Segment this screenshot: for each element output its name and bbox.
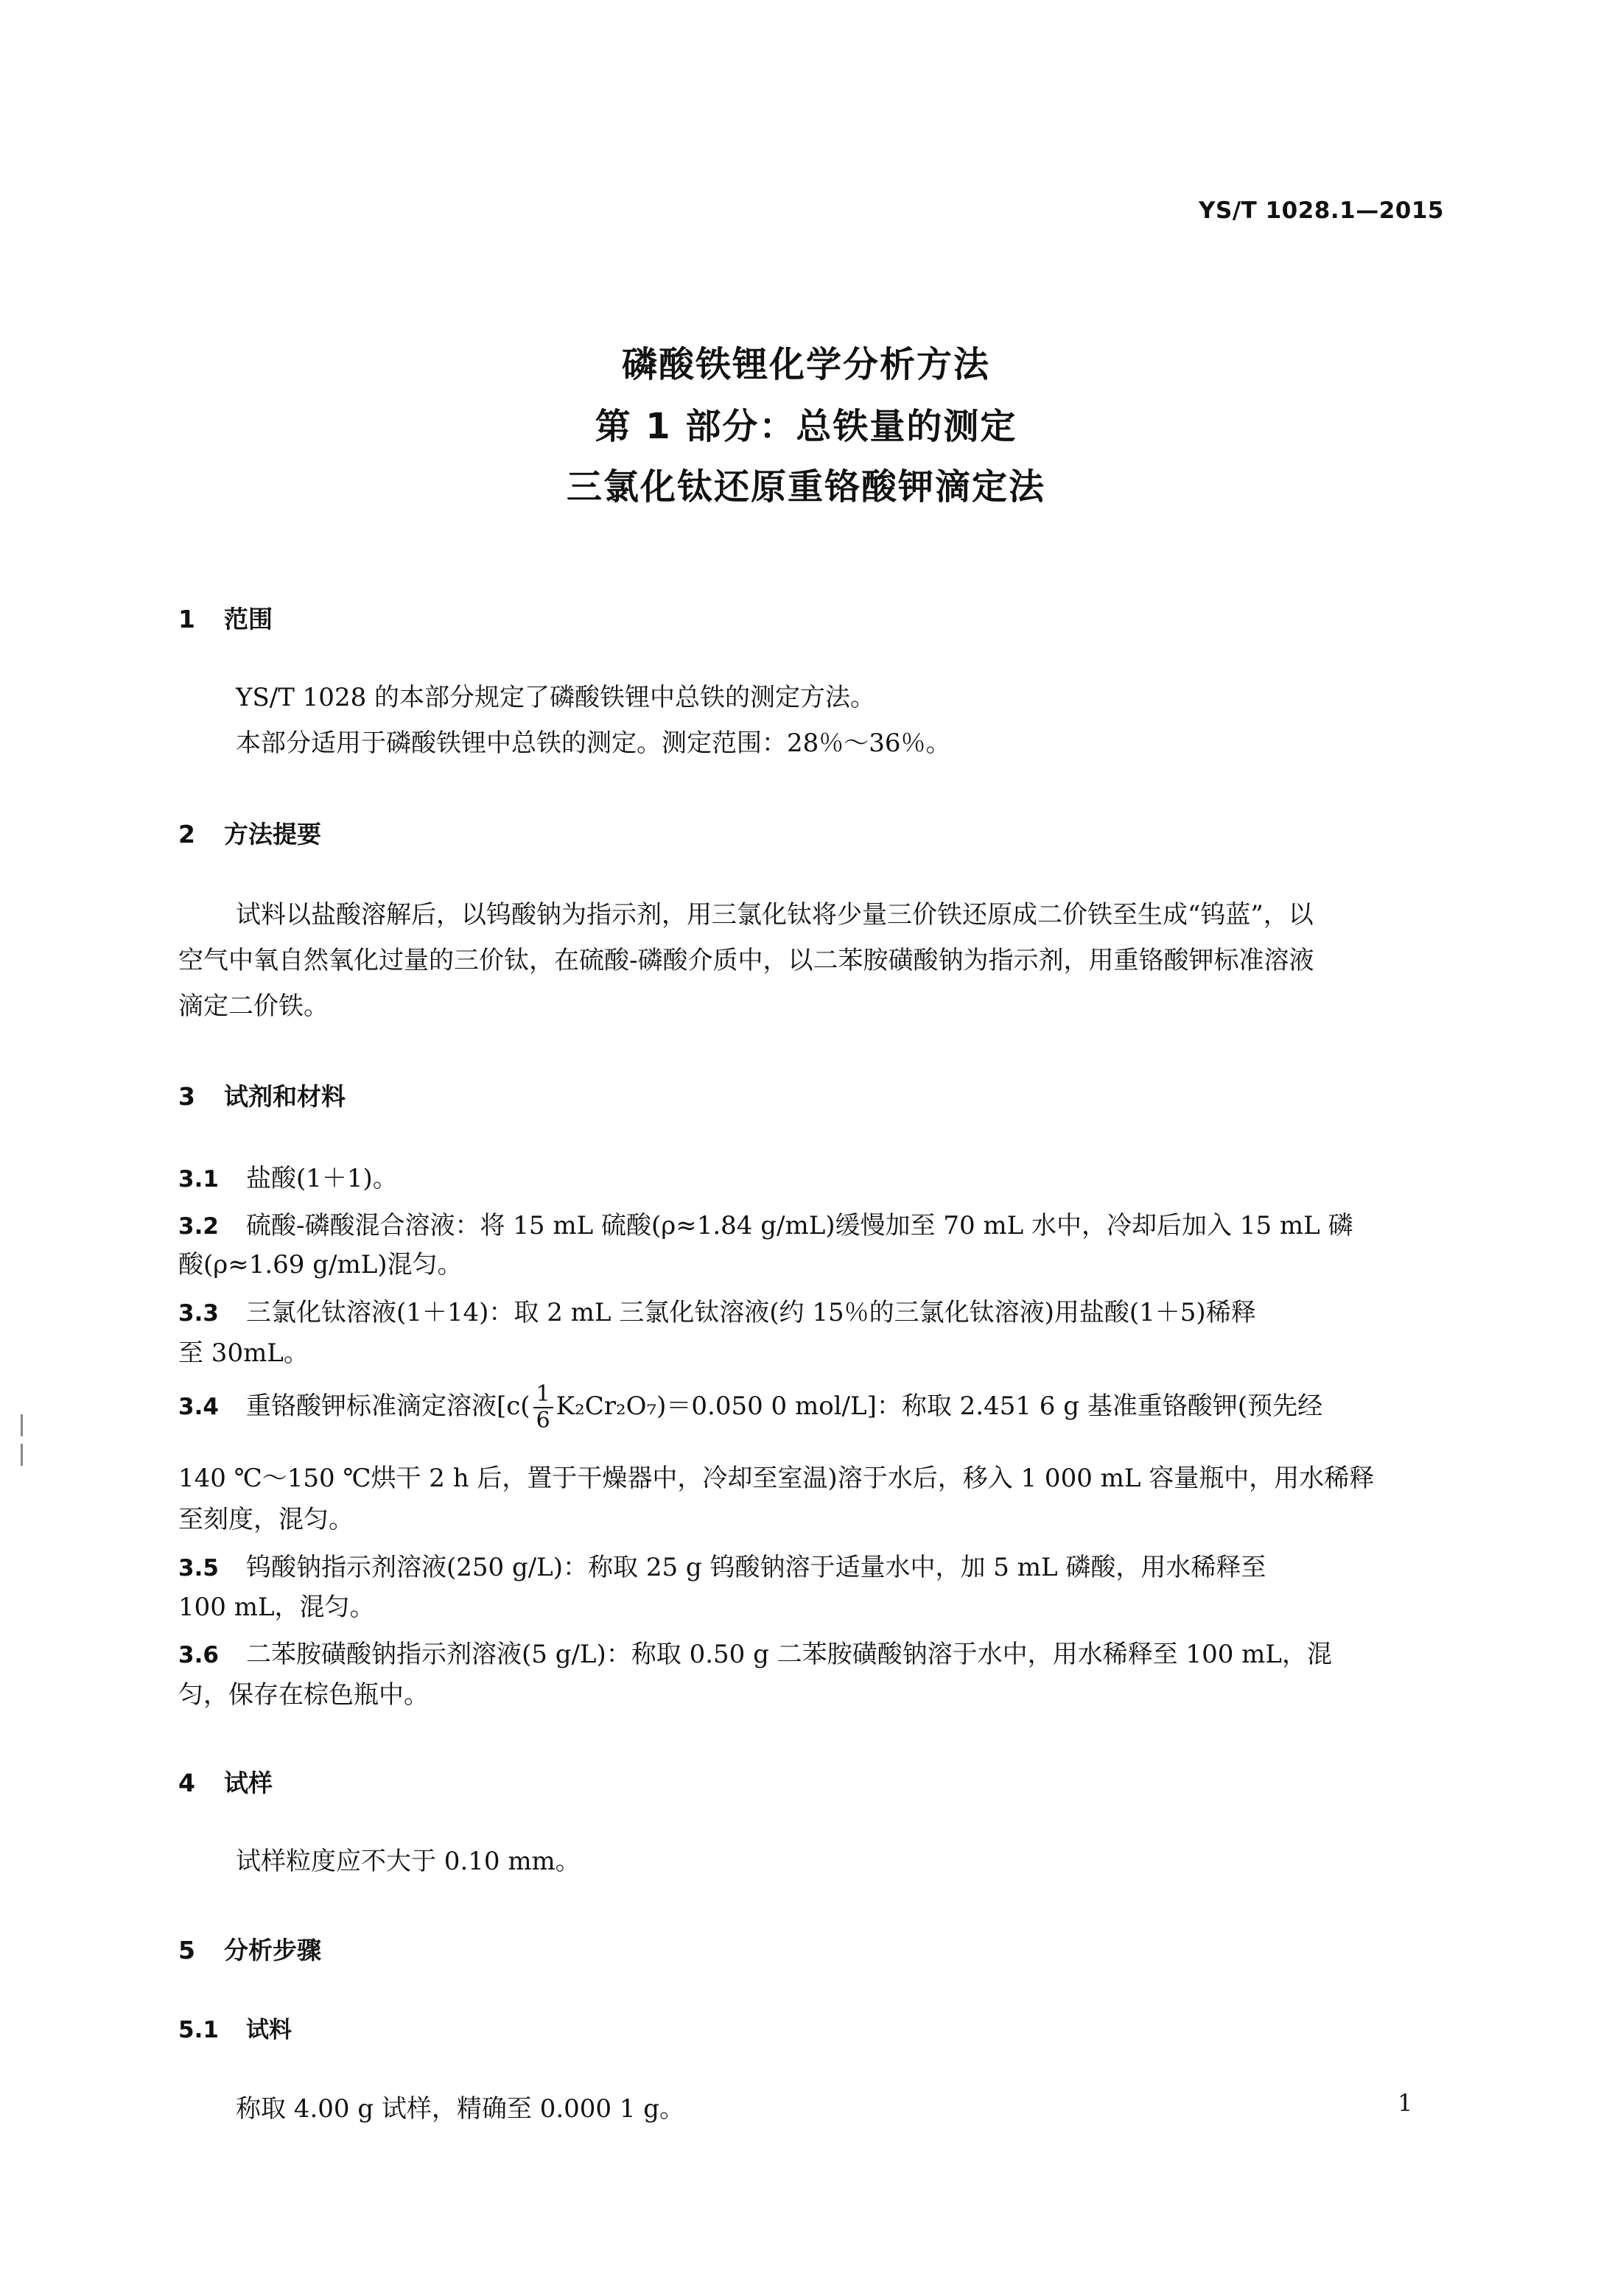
clause-text: 二苯胺磺酸钠指示剂溶液(5 g/L)：称取 0.50 g 二苯胺磺酸钠溶于水中，用水稀释至 100 mL，混: [246, 1640, 1332, 1669]
paragraph: YS/T 1028 的本部分规定了磷酸铁锂中总铁的测定方法。: [236, 683, 876, 712]
document-title-line2: 第 1 部分：总铁量的测定: [595, 406, 1017, 447]
section-heading-5: [178, 1931, 321, 1966]
clause-3-5: [178, 1547, 1266, 1583]
subsection-title: 试料: [246, 2017, 292, 2043]
clause-number: 3.5: [178, 1555, 219, 1581]
section-title: 分析步骤: [224, 1936, 321, 1965]
clause-continuation: 100 mL，混匀。: [178, 1593, 375, 1622]
section-heading-1: [178, 600, 273, 635]
paragraph-line: 空气中氧自然氧化过量的三价钛，在硫酸-磷酸介质中，以二苯胺磺酸钠为指示剂，用重铬酸钾标准溶液: [178, 946, 1314, 975]
clause-text: 盐酸(1＋1)。: [246, 1164, 398, 1193]
clause-3-1: [178, 1158, 398, 1194]
paragraph: 试样粒度应不大于 0.10 mm。: [236, 1847, 581, 1876]
paragraph: 本部分适用于磷酸铁锂中总铁的测定。测定范围：28％～36％。: [236, 729, 951, 758]
clause-3-2: [178, 1205, 1353, 1241]
scan-mark: [21, 1414, 23, 1436]
subsection-number: 5.1: [178, 2017, 219, 2043]
clause-text: 钨酸钠指示剂溶液(250 g/L)：称取 25 g 钨酸钠溶于适量水中，加 5 mL 磷酸，用水稀释至: [246, 1553, 1266, 1582]
clause-continuation: 酸(ρ≈1.69 g/mL)混匀。: [178, 1250, 463, 1279]
clause-text-post: )＝0.050 0 mol/L]：称取 2.451 6 g 基准重铬酸钾(预先经: [656, 1391, 1323, 1421]
section-number: 3: [178, 1082, 195, 1111]
document-title-line3: 三氯化钛还原重铬酸钾滴定法: [566, 466, 1045, 508]
page-number: 1: [1398, 2089, 1413, 2117]
clause-3-3: [178, 1292, 1256, 1328]
section-title: 方法提要: [224, 820, 321, 849]
clause-number: 3.6: [178, 1642, 219, 1668]
chemical-formula: K₂Cr₂O₇: [556, 1391, 657, 1421]
section-heading-2: [178, 815, 321, 850]
section-heading-4: [178, 1764, 273, 1799]
section-number: 5: [178, 1936, 195, 1965]
subsection-heading-5-1: [178, 2011, 292, 2044]
clause-number: 3.4: [178, 1394, 219, 1420]
section-number: 2: [178, 820, 195, 849]
section-title: 试剂和材料: [224, 1082, 346, 1111]
clause-number: 3.1: [178, 1166, 219, 1193]
document-title-line1: 磷酸铁锂化学分析方法: [621, 344, 990, 385]
clause-continuation: 至刻度，混匀。: [178, 1505, 354, 1534]
clause-continuation: 匀，保存在棕色瓶中。: [178, 1680, 429, 1710]
scan-mark: [21, 1444, 23, 1466]
paragraph: 称取 4.00 g 试样，精确至 0.000 1 g。: [236, 2094, 685, 2124]
clause-continuation: 140 ℃～150 ℃烘干 2 h 后，置于干燥器中，冷却至室温)溶于水后，移入 1 000 mL 容量瓶中，用水稀释: [178, 1464, 1375, 1493]
clause-text: 硫酸-磷酸混合溶液：将 15 mL 硫酸(ρ≈1.84 g/mL)缓慢加至 70 mL 水中，冷却后加入 15 mL 磷: [246, 1211, 1353, 1240]
paragraph-line: 试料以盐酸溶解后，以钨酸钠为指示剂，用三氯化钛将少量三价铁还原成二价铁至生成“钨蓝”，以: [236, 900, 1314, 930]
paragraph-line: 滴定二价铁。: [178, 991, 329, 1021]
clause-continuation: 至 30mL。: [178, 1338, 309, 1368]
section-title: 范围: [224, 605, 273, 633]
clause-text-pre: 重铬酸钾标准滴定溶液[c(: [246, 1391, 530, 1421]
fraction-numerator: 1: [533, 1383, 553, 1408]
section-heading-3: [178, 1078, 346, 1112]
clause-number: 3.2: [178, 1213, 219, 1240]
standard-code: YS/T 1028.1—2015: [1199, 197, 1444, 224]
section-number: 4: [178, 1769, 195, 1797]
section-number: 1: [178, 605, 195, 633]
section-title: 试样: [224, 1769, 273, 1797]
fraction: [533, 1383, 553, 1432]
clause-3-6: [178, 1634, 1332, 1670]
clause-3-4: [178, 1383, 1322, 1432]
fraction-denominator: 6: [536, 1408, 550, 1433]
clause-number: 3.3: [178, 1300, 219, 1327]
clause-text: 三氯化钛溶液(1＋14)：取 2 mL 三氯化钛溶液(约 15％的三氯化钛溶液)用盐酸(1＋5)稀释: [246, 1298, 1256, 1327]
